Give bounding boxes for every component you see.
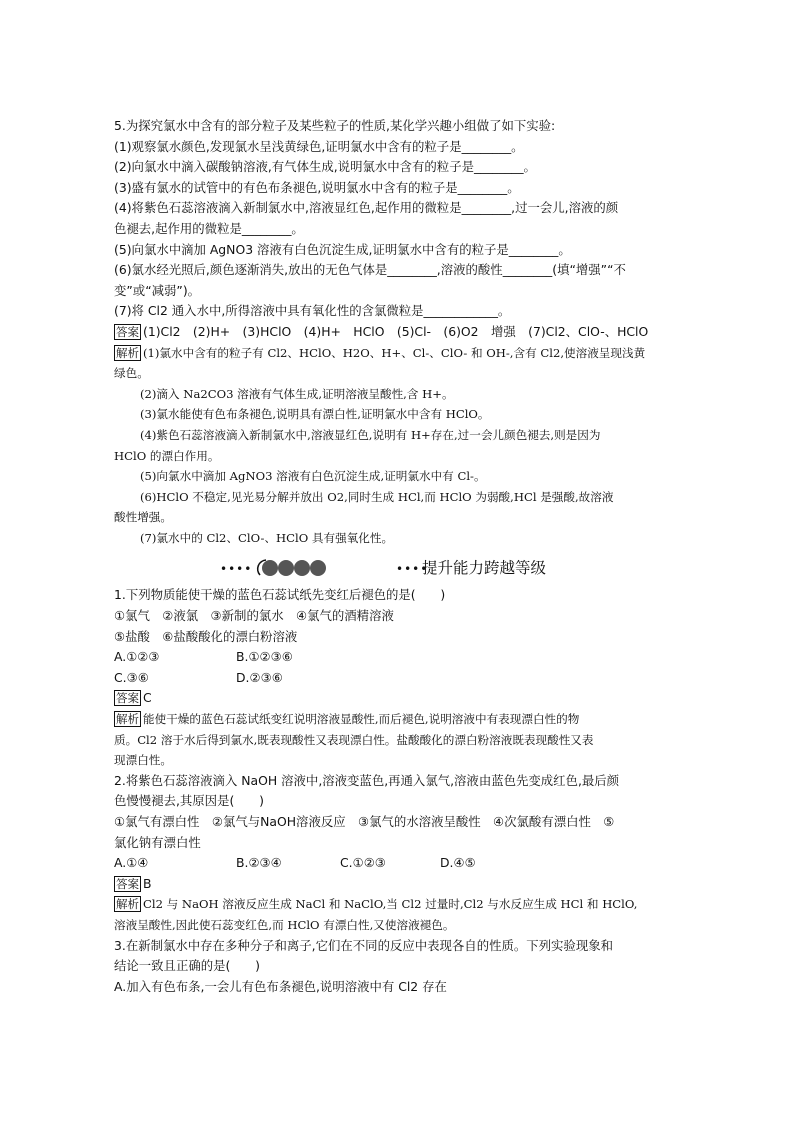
q5-part4-line2: 色褪去,起作用的微粒是________。 <box>114 220 304 236</box>
q1-analysis-2: 质。Cl2 溶于水后得到氯水,既表现酸性又表现漂白性。盐酸酸化的漂白粉溶液既表现酸性又表 <box>114 732 594 747</box>
q5-analysis-4a: (4)紫色石蕊溶液滴入新制氯水中,溶液显红色,说明有 H+存在,过一会儿颜色褪去,则是因为 <box>140 427 601 442</box>
q5-part4-line1: (4)将紫色石蕊溶液滴入新制氯水中,溶液显红色,起作用的微粒是________,过一会儿,溶液的颜 <box>114 200 619 216</box>
q1-option-d: D.②③⑥ <box>236 669 283 685</box>
q5-analysis-2: (2)滴入 Na2CO3 溶液有气体生成,证明溶液呈酸性,含 H+。 <box>140 386 454 401</box>
q1-options-row2 <box>114 668 684 689</box>
q5-analysis-1a: (1)氯水中含有的粒子有 Cl2、HClO、H2O、H+、Cl-、ClO- 和 OH-,含有 Cl2,使溶液呈现浅黄 <box>143 345 646 360</box>
q5-answer-text: (1)Cl2 (2)H+ (3)HClO (4)H+ HClO (5)Cl- (6)O2 增强 (7)Cl2、ClO-、HClO <box>143 323 649 339</box>
q5-analysis-3: (3)氯水能使有色布条褪色,说明具有漂白性,证明氯水中含有 HClO。 <box>140 407 490 422</box>
analysis-label: 解析 <box>116 345 139 360</box>
q1-items-line2: ⑤盐酸 ⑥盐酸酸化的漂白粉溶液 <box>114 628 298 644</box>
q1-items-line1: ①氯气 ②液氯 ③新制的氯水 ④氯气的酒精溶液 <box>114 608 394 624</box>
section-banner <box>114 553 684 581</box>
q2-option-b: B.②③④ <box>236 855 282 871</box>
answer-label: 答案 <box>116 691 139 706</box>
q2-options-row <box>114 853 684 874</box>
q5-part5: (5)向氯水中滴加 AgNO3 溶液有白色沉淀生成,证明氯水中含有的粒子是________。 <box>114 241 571 257</box>
q2-analysis-row <box>114 894 684 915</box>
answer-label: 答案 <box>116 876 139 891</box>
q5-analysis-4b: HClO 的漂白作用。 <box>114 448 220 463</box>
q1-answer-row <box>114 688 684 709</box>
q2-option-d: D.④⑤ <box>440 855 476 871</box>
q5-analysis-1b: 绿色。 <box>114 366 149 381</box>
q5-part2: (2)向氯水中滴入碳酸钠溶液,有气体生成,说明氯水中含有的粒子是________。 <box>114 159 536 175</box>
q5-analysis-6a: (6)HClO 不稳定,见光易分解并放出 O2,同时生成 HCl,而 HClO 为弱酸,HCl 是强酸,故溶液 <box>140 489 614 504</box>
banner-dots-right: •••• <box>396 562 429 577</box>
q5-part6-line2: 变”或“减弱”)。 <box>114 282 201 298</box>
q5-part6-line1: (6)氯水经光照后,颜色逐渐消失,放出的无色气体是________,溶液的酸性________(填“增强”“不 <box>114 262 626 278</box>
q1-option-a: A.①②③ <box>114 649 160 665</box>
q1-analysis-row <box>114 709 684 730</box>
q5-stem: 5.为探究氯水中含有的部分粒子及某些粒子的性质,某化学兴趣小组做了如下实验: <box>114 118 556 133</box>
analysis-label: 解析 <box>116 712 139 727</box>
q1-option-b: B.①②③⑥ <box>236 649 293 665</box>
document-page <box>114 116 684 997</box>
banner-dots-left: •••• <box>220 562 253 577</box>
q5-part3: (3)盛有氯水的试管中的有色布条褪色,说明氯水中含有的粒子是________。 <box>114 179 520 195</box>
section-title: 提升能力跨越等级 <box>422 559 547 578</box>
q5-analysis-5: (5)向氯水中滴加 AgNO3 溶液有白色沉淀生成,证明氯水中有 Cl-。 <box>140 469 486 484</box>
q1-analysis-3: 现漂白性。 <box>114 753 172 768</box>
answer-label: 答案 <box>116 324 139 339</box>
q5-part7: (7)将 Cl2 通入水中,所得溶液中具有氧化性的含氯微粒是____________。 <box>114 303 511 319</box>
q5-part1: (1)观察氯水颜色,发现氯水呈浅黄绿色,证明氯水中含有的粒子是________。 <box>114 138 524 154</box>
q5-answer-row <box>114 322 684 343</box>
q2-stem-line1: 2.将紫色石蕊溶液滴入 NaOH 溶液中,溶液变蓝色,再通入氯气,溶液由蓝色先变成红色,最后颜 <box>114 772 620 788</box>
q3-stem-line1: 3.在新制氯水中存在多种分子和离子,它们在不同的反应中表现各自的性质。下列实验现象和 <box>114 937 613 953</box>
q3-option-a: A.加入有色布条,一会儿有色布条褪色,说明溶液中有 Cl2 存在 <box>114 978 447 994</box>
q2-analysis-1: Cl2 与 NaOH 溶液反应生成 NaCl 和 NaClO,当 Cl2 过量时,Cl2 与水反应生成 HCl 和 HClO, <box>143 897 638 912</box>
q1-options-row1 <box>114 647 684 668</box>
q3-stem-line2: 结论一致且正确的是( ) <box>114 958 260 974</box>
q1-analysis-1: 能使干燥的蓝色石蕊试纸变红说明溶液显酸性,而后褪色,说明溶液中有表现漂白性的物 <box>143 712 580 727</box>
analysis-label: 解析 <box>116 897 139 912</box>
q2-stem-line2: 色慢慢褪去,其原因是( ) <box>114 793 264 809</box>
q2-answer-row <box>114 874 684 895</box>
q2-option-c: C.①②③ <box>340 855 386 871</box>
q2-items-line2: 氯化钠有漂白性 <box>114 834 201 850</box>
q5-analysis-6b: 酸性增强。 <box>114 510 172 525</box>
q5-analysis-row <box>114 343 684 364</box>
q2-answer-text: B <box>143 875 152 891</box>
q2-option-a: A.①④ <box>114 855 149 871</box>
q1-stem: 1.下列物质能使干燥的蓝色石蕊试纸先变红后褪色的是( ) <box>114 587 446 603</box>
banner-decoration-icon <box>254 555 330 579</box>
q1-option-c: C.③⑥ <box>114 669 149 685</box>
q2-items-line1: ①氯气有漂白性 ②氯气与NaOH溶液反应 ③氯气的水溶液呈酸性 ④次氯酸有漂白性 ⑤ <box>114 814 615 829</box>
q1-answer-text: C <box>143 690 152 706</box>
q5-analysis-7: (7)氯水中的 Cl2、ClO-、HClO 具有强氧化性。 <box>140 530 394 545</box>
q2-analysis-2: 溶液呈酸性,因此使石蕊变红色,而 HClO 有漂白性,又使溶液褪色。 <box>114 917 455 932</box>
